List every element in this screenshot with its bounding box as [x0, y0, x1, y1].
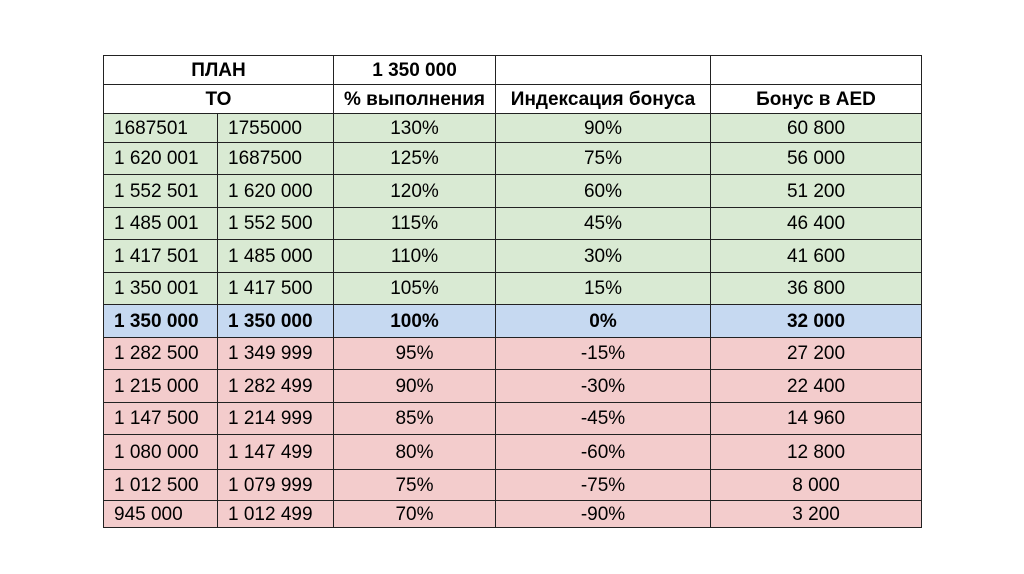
percent-cell: 100%	[334, 305, 496, 338]
table-row	[104, 273, 922, 305]
table-row	[104, 338, 922, 370]
bonus-cell: 27 200	[711, 338, 922, 370]
indexation-cell: 75%	[496, 143, 711, 175]
range-to-cell: 1 620 000	[218, 175, 334, 208]
bonus-cell: 22 400	[711, 370, 922, 403]
table-row	[104, 435, 922, 470]
range-from-cell: 945 000	[104, 501, 218, 528]
percent-cell: 110%	[334, 240, 496, 273]
table-row	[104, 175, 922, 208]
indexation-cell: -90%	[496, 501, 711, 528]
range-from-cell: 1 417 501	[104, 240, 218, 273]
range-to-cell: 1 012 499	[218, 501, 334, 528]
indexation-cell: -15%	[496, 338, 711, 370]
column-header-row	[104, 85, 922, 114]
table-row	[104, 208, 922, 240]
indexation-cell: 15%	[496, 273, 711, 305]
bonus-cell: 60 800	[711, 114, 922, 143]
table-row	[104, 305, 922, 338]
bonus-cell: 3 200	[711, 501, 922, 528]
table-row	[104, 501, 922, 528]
indexation-cell: 30%	[496, 240, 711, 273]
range-from-cell: 1 552 501	[104, 175, 218, 208]
bonus-header: Бонус в AED	[711, 85, 922, 114]
percent-cell: 105%	[334, 273, 496, 305]
plan-value: 1 350 000	[334, 56, 496, 85]
indexation-cell: -60%	[496, 435, 711, 470]
indexation-cell: -30%	[496, 370, 711, 403]
range-from-cell: 1 012 500	[104, 470, 218, 501]
range-to-cell: 1 349 999	[218, 338, 334, 370]
indexation-cell: 90%	[496, 114, 711, 143]
percent-cell: 95%	[334, 338, 496, 370]
range-from-cell: 1 282 500	[104, 338, 218, 370]
range-from-cell: 1687501	[104, 114, 218, 143]
percent-cell: 70%	[334, 501, 496, 528]
range-to-cell: 1 417 500	[218, 273, 334, 305]
indexation-cell: 45%	[496, 208, 711, 240]
indexation-cell: 0%	[496, 305, 711, 338]
range-to-cell: 1 079 999	[218, 470, 334, 501]
table-body	[104, 56, 922, 528]
percent-cell: 115%	[334, 208, 496, 240]
range-to-cell: 1 214 999	[218, 403, 334, 435]
indexation-header: Индексация бонуса	[496, 85, 711, 114]
table-row	[104, 143, 922, 175]
range-to-cell: 1 552 500	[218, 208, 334, 240]
percent-cell: 90%	[334, 370, 496, 403]
table-row	[104, 240, 922, 273]
bonus-cell: 36 800	[711, 273, 922, 305]
range-from-cell: 1 620 001	[104, 143, 218, 175]
range-to-cell: 1 350 000	[218, 305, 334, 338]
bonus-cell: 32 000	[711, 305, 922, 338]
bonus-cell: 51 200	[711, 175, 922, 208]
percent-header: % выполнения	[334, 85, 496, 114]
to-label: ТО	[104, 85, 334, 114]
table-row	[104, 114, 922, 143]
percent-cell: 120%	[334, 175, 496, 208]
percent-cell: 80%	[334, 435, 496, 470]
range-to-cell: 1687500	[218, 143, 334, 175]
range-from-cell: 1 485 001	[104, 208, 218, 240]
table-row	[104, 370, 922, 403]
bonus-cell: 12 800	[711, 435, 922, 470]
bonus-cell: 14 960	[711, 403, 922, 435]
plan-row	[104, 56, 922, 85]
bonus-cell: 8 000	[711, 470, 922, 501]
percent-cell: 125%	[334, 143, 496, 175]
percent-cell: 75%	[334, 470, 496, 501]
range-from-cell: 1 215 000	[104, 370, 218, 403]
bonus-cell: 56 000	[711, 143, 922, 175]
range-to-cell: 1 282 499	[218, 370, 334, 403]
range-from-cell: 1 080 000	[104, 435, 218, 470]
empty-cell	[496, 56, 711, 85]
bonus-cell: 41 600	[711, 240, 922, 273]
bonus-cell: 46 400	[711, 208, 922, 240]
empty-cell	[711, 56, 922, 85]
plan-label: ПЛАН	[104, 56, 334, 85]
indexation-cell: -45%	[496, 403, 711, 435]
bonus-table	[103, 55, 922, 528]
range-to-cell: 1755000	[218, 114, 334, 143]
range-to-cell: 1 485 000	[218, 240, 334, 273]
percent-cell: 130%	[334, 114, 496, 143]
range-from-cell: 1 147 500	[104, 403, 218, 435]
table-row	[104, 470, 922, 501]
indexation-cell: -75%	[496, 470, 711, 501]
range-from-cell: 1 350 000	[104, 305, 218, 338]
indexation-cell: 60%	[496, 175, 711, 208]
range-to-cell: 1 147 499	[218, 435, 334, 470]
percent-cell: 85%	[334, 403, 496, 435]
range-from-cell: 1 350 001	[104, 273, 218, 305]
table-row	[104, 403, 922, 435]
